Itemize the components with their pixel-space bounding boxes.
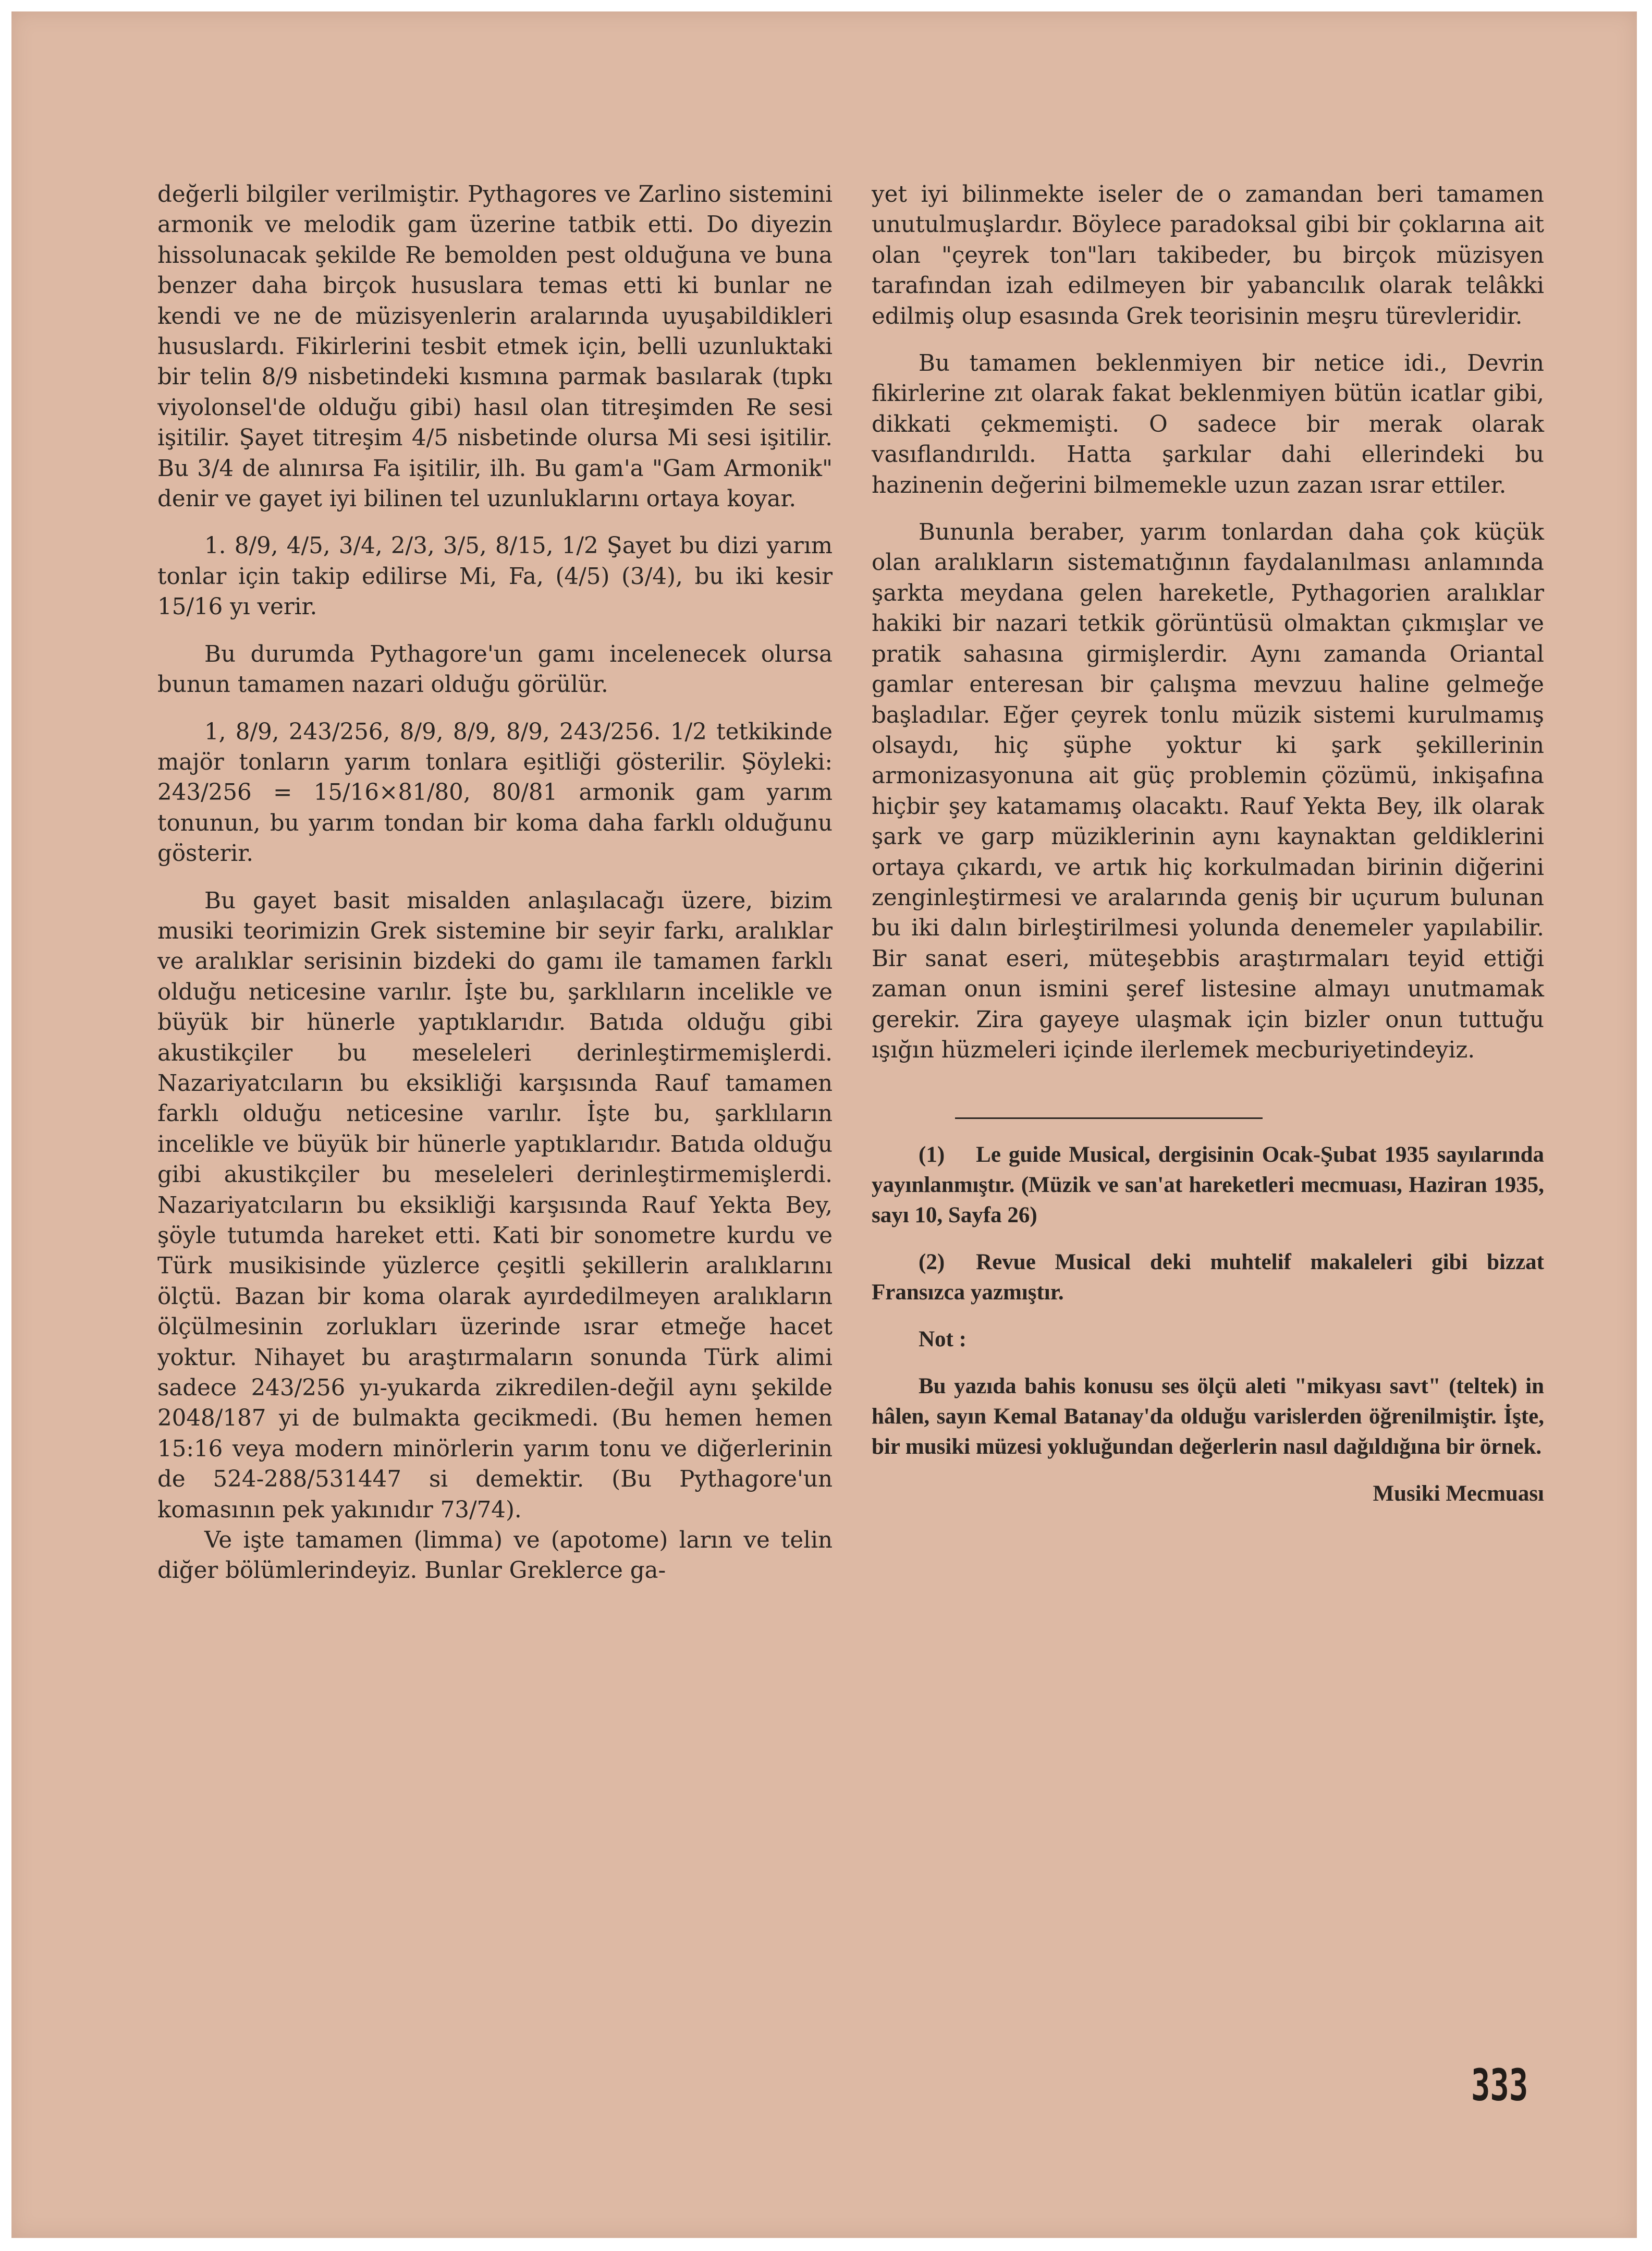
footnote-number: (2) [919,1250,945,1275]
magazine-page [11,11,1637,2238]
paragraph: Bu tamamen beklenmiyen bir netice idi., Devrin fikirlerine zıt olarak fakat beklenmiyen bütün icatlar gibi, dikkati çekmemişti. O sadece bir merak olarak vasıflandırıldı. Hatta şarkılar dahi ellerindeki bu hazinenin değerini bilmemekle uzun zazan ısrar ettiler. [872,350,1544,498]
note-text: Bu yazıda bahis konusu ses ölçü aleti "mikyası savt" (teltek) in hâlen, sayın Kemal Batanay'da olduğu varislerden öğrenilmiştir. İşte, bir musiki müzesi yokluğundan değerlerin nasıl dağıldığına bir örnek. [872,1374,1544,1459]
paragraph: yet iyi bilinmekte iseler de o zamandan beri tamamen unutulmuşlardır. Böylece paradoksal gibi bir çoklarına ait olan "çeyrek ton"ları takibeder, bu birçok müzisyen tarafından izah edilmeyen bir yabancılık olarak telâkki edilmiş olup esasında Grek teorisinin meşru türevleridir. [872,181,1544,330]
footnote [872,1140,1544,1231]
paragraph: 1, 8/9, 243/256, 8/9, 8/9, 8/9, 243/256. 1/2 tetkikinde majör tonların yarım tonlara eşitliği gösterilir. Şöyleki: 243/256 = 15/16×81/80, 80/81 armonik gam yarım tonunun, bu yarım tondan bir koma daha farklı olduğunu gösterir. [157,719,833,867]
paragraph: Bu durumda Pythagore'un gamı incelenecek olursa bunun tamamen nazari olduğu görülür. [157,641,833,698]
right-column [872,179,1544,1526]
paragraph: Ve işte tamamen (limma) ve (apotome) ların ve telin diğer bölümlerindeyiz. Bunlar Greklerce ga- [157,1527,833,1584]
footnote-text: Revue Musical deki muhtelif makaleleri gibi bizzat Fransızca yazmıştır. [872,1250,1544,1305]
paragraph: Bu gayet basit misalden anlaşılacağı üzere, bizim musiki teorimizin Grek sistemine bir seyir farkı, aralıklar ve aralıklar serisinin bizdeki do gamı ile tamamen farklı olduğu neticesine varılır. İşte bu, şarklıların incelikle ve büyük bir hünerle yaptıklarıdır. Batıda olduğu gibi akustikçiler bu meseleleri derinleştirmemişlerdi. Nazariyatcıların bu eksikliği karşısında Rauf tamamen farklı olduğu neticesine varılır. İşte bu, şarklıların incelikle ve büyük bir hünerle yaptıklarıdır. Batıda olduğu gibi akustikçiler bu meseleleri derinleştirmemişlerdi. Nazariyatcıların bu eksikliği karşısında Rauf Yekta Bey, şöyle tutumda hareket etti. Kati bir sonometre kurdu ve Türk musikisinde yüzlerce çeşitli şekillerin aralıklarını ölçtü. Bazan bir koma olarak ayırdedilmeyen aralıkların ölçülmesinin zorlukları üzerinde ısrar etmeğe hacet yoktur. Nihayet bu araştırmaların sonunda Türk alimi sadece 243/256 yı-yukarda zikredilen-değil aynı şekilde 2048/187 yi de bulmakta gecikmedi. (Bu hemen hemen 15:16 veya modern minörlerin yarım tonu ve diğerlerinin de 524-288/531447 si demektir. (Bu Pythagore'un komasının pek yakınıdır 73/74). [157,887,833,1523]
page-number: 333 [1471,2060,1528,2111]
left-column [157,179,833,1603]
paragraph: Bununla beraber, yarım tonlardan daha çok küçük olan aralıkların sistematığının faydalanılması anlamında şarkta meydana gelen hareketle, Pythagorien aralıklar hakiki bir nazari tetkik görüntüsü olmaktan çıkmışlar ve pratik sahasına girmişlerdir. Aynı zamanda Oriantal gamlar enteresan bir çalışma mevzuu haline gelmeğe başladılar. Eğer çeyrek tonlu müzik sistemi kurulmamış olsaydı, hiç şüphe yoktur ki şark şekillerinin armonizasyonuna ait güç problemin çözümü, inkişafına hiçbir şey katamamış olacaktı. Rauf Yekta Bey, ilk olarak şark ve garp müziklerinin aynı kaynaktan geldiklerini ortaya çıkardı, ve artık hiç korkulmadan birinin diğerini zenginleştirmesi ve aralarında geniş bir uçurum bulunan bu iki dalın birleştirilmesi yolunda denemeler yapılabilir. Bir sanat eseri, müteşebbis araştırmaları teyid ettiği zaman onun ismini şeref listesine almayı unutmamak gerekir. Zira gayeye ulaşmak için bizler onun tuttuğu ışığın hüzmeleri içinde ilerlemek mecburiyetindeyiz. [872,519,1544,1063]
paragraph: 1. 8/9, 4/5, 3/4, 2/3, 3/5, 8/15, 1/2 Şayet bu dizi yarım tonlar için takip edilirse Mi, Fa, (4/5) (3/4), bu iki kesir 15/16 yı verir. [157,533,833,620]
footnote [872,1247,1544,1308]
signature: Musiki Mecmuası [1373,1481,1544,1506]
note-label: Not : [919,1327,966,1352]
footnote-text: Le guide Musical, dergisinin Ocak-Şubat 1935 sayılarında yayınlanmıştır. (Müzik ve san'at hareketleri mecmuası, Haziran 1935, sayı 10, Sayfa 26) [872,1142,1544,1228]
paragraph: değerli bilgiler verilmiştir. Pythagores ve Zarlino sistemini armonik ve melodik gam üzerine tatbik etti. Do diyezin hissolunacak şekilde Re bemolden pest olduğuna ve buna benzer daha birçok hususlara temas etti ki bunlar ne kendi ve ne de müzisyenlerin aralarında uyuşabildikleri hususlardı. Fikirlerini tesbit etmek için, belli uzunluktaki bir telin 8/9 nisbetindeki kısmına parmak basılarak (tıpkı viyolonsel'de olduğu gibi) hasıl olan titreşimden Re sesi işitilir. Şayet titreşim 4/5 nisbetinde olursa Mi sesi işitilir. Bu 3/4 de alınırsa Fa işitilir, ilh. Bu gam'a "Gam Armonik" denir ve gayet iyi bilinen tel uzunluklarını ortaya koyar. [157,181,833,513]
footnote-number: (1) [919,1142,945,1167]
footnote-divider [955,1117,1263,1119]
